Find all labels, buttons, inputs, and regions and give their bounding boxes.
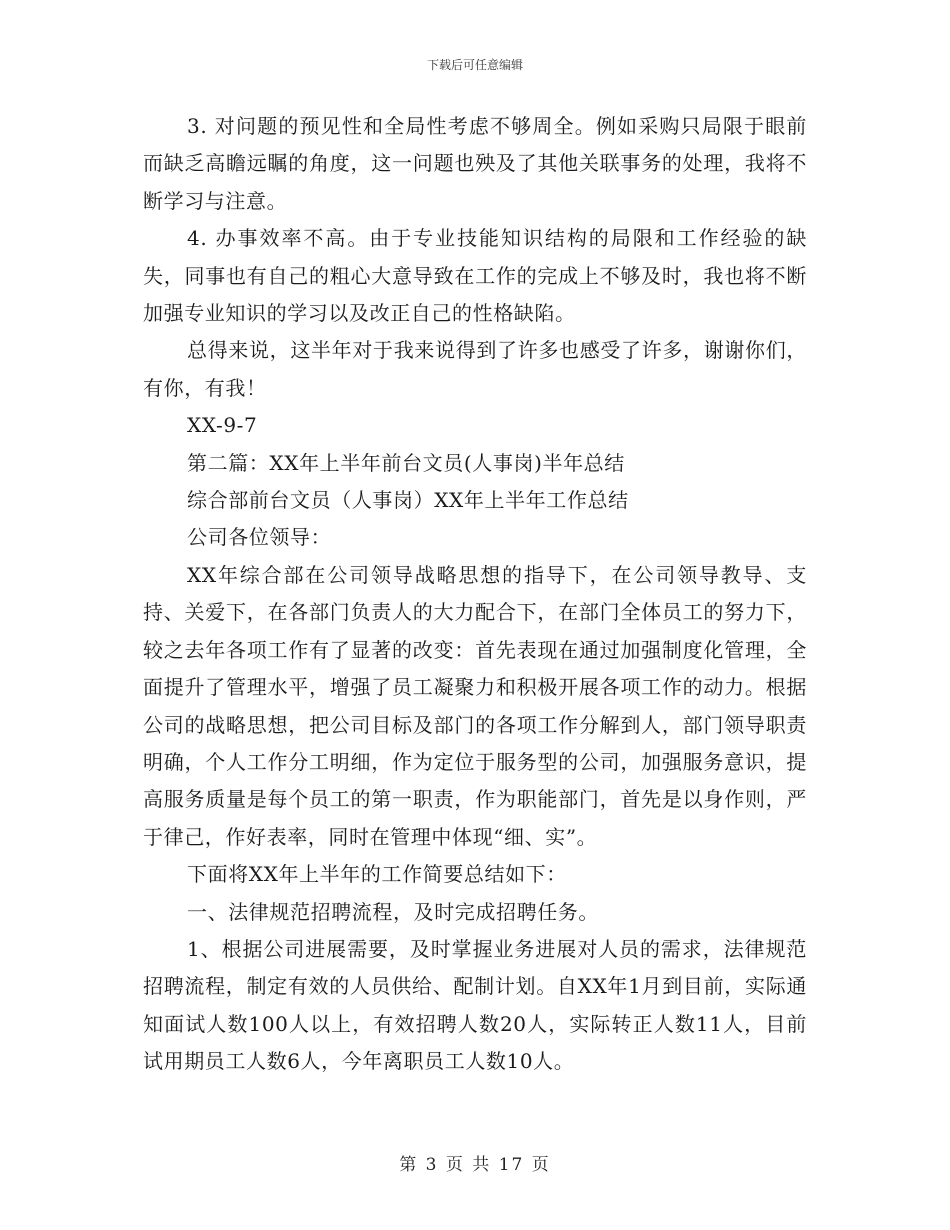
paragraph-summary: 总得来说，这半年对于我来说得到了许多也感受了许多，谢谢你们，有你，有我！ <box>143 338 807 400</box>
report-title: 综合部前台文员（人事岗）XX年上半年工作总结 <box>187 488 629 513</box>
salutation: 公司各位领导： <box>187 525 332 550</box>
paragraph-issue-4: 4. 办事效率不高。由于专业技能知识结构的局限和工作经验的缺失，同事也有自己的粗心大意导致在工作的完成上不够及时，我也将不断加强专业知识的学习以及改正自己的性格缺陷。 <box>143 226 807 326</box>
date-line: XX-9-7 <box>187 413 258 438</box>
paragraph-overview: XX年综合部在公司领导战略思想的指导下，在公司领导教导、支持、关爱下，在各部门负责人的大力配合下，在部门全体员工的努力下，较之去年各项工作有了显著的改变：首先表现在通过加强制度化管理，全面提升了管理水平，增强了员工凝聚力和积极开展各项工作的动力。根据公司的战略思想，把公司目标及部门的各项工作分解到人，部门领导职责明确，个人工作分工明细，作为定位于服务型的公司，加强服务意识，提高服务质量是每个员工的第一职责，作为职能部门，首先是以身作则，严于律己，作好表率，同时在管理中体现“细、实”。 <box>143 562 807 849</box>
section-heading-1: 一、法律规范招聘流程，及时完成招聘任务。 <box>187 899 599 924</box>
document-body <box>143 108 807 1081</box>
header-note: 下载后可任意编辑 <box>426 58 523 72</box>
paragraph-intro-summary: 下面将XX年上半年的工作简要总结如下： <box>187 862 567 887</box>
chapter-title: 第二篇：XX年上半年前台文员(人事岗)半年总结 <box>187 450 625 475</box>
paragraph-issue-3: 3. 对问题的预见性和全局性考虑不够周全。例如采购只局限于眼前而缺乏高瞻远瞩的角度，这一问题也殃及了其他关联事务的处理，我将不断学习与注意。 <box>143 114 807 213</box>
paragraph-item-1: 1、根据公司进展需要，及时掌握业务进展对人员的需求，法律规范招聘流程，制定有效的人员供给、配制计划。自XX年1月到目前，实际通知面试人数100人以上，有效招聘人数20人，实际转正人数11人，目前试用期员工人数6人，今年离职员工人数10人。 <box>143 936 807 1074</box>
page-number: 第 3 页 共 17 页 <box>399 1155 551 1175</box>
